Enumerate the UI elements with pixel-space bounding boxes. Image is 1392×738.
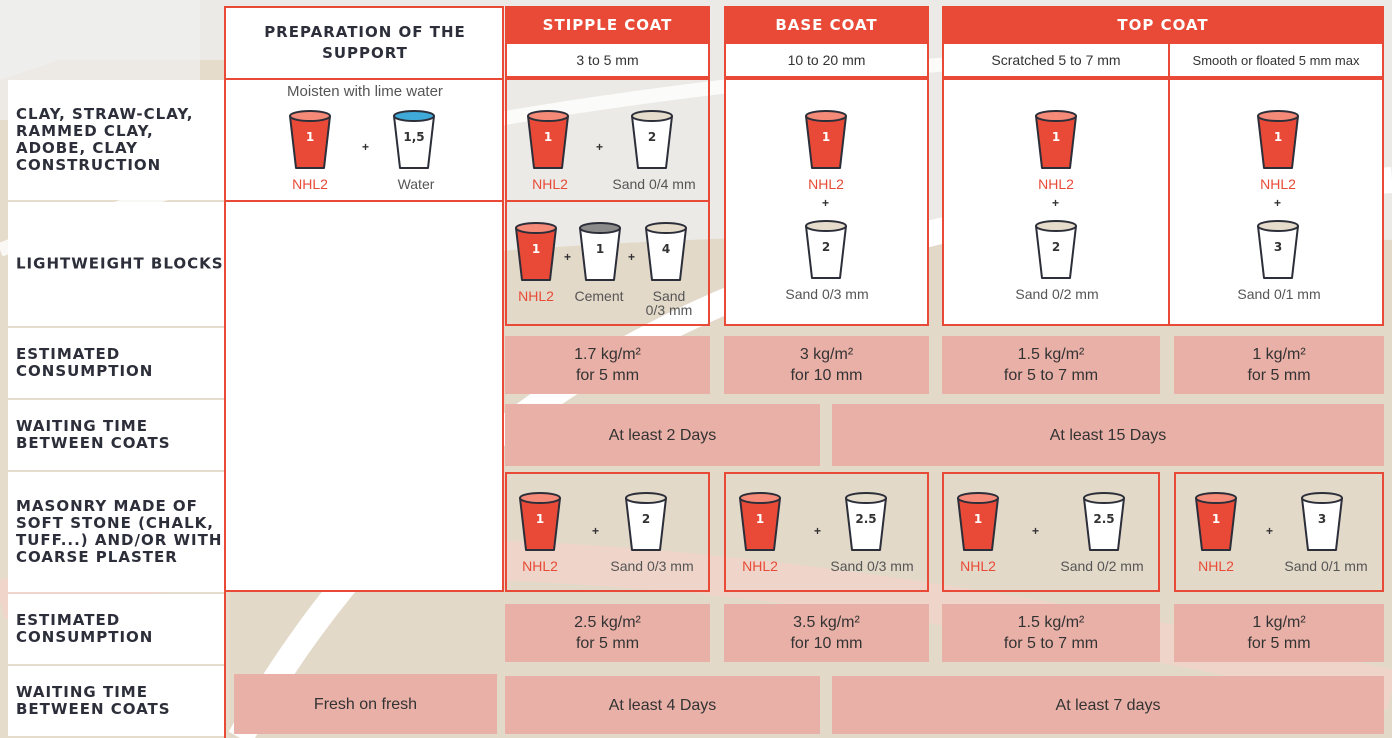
subheader-base [724, 44, 929, 78]
masonry-base-nhl2-label: NHL2 [742, 558, 778, 574]
consumption-2-stipple-depth: for 5 mm [575, 635, 640, 652]
masonry-smooth-sand-cup [1298, 490, 1346, 554]
row-consumption-1-label: ESTIMATED CONSUMPTION [16, 345, 154, 380]
masonry-smooth-sand-label: Sand 0/1 mm [1284, 558, 1368, 574]
stipple-lw-plus-1: + [564, 250, 572, 264]
consumption-2-top-smooth [1174, 604, 1384, 662]
masonry-scratched-nhl2-cup-number: 1 [973, 512, 983, 526]
scratched-nhl2-label: NHL2 [1038, 176, 1074, 192]
masonry-smooth-nhl2-cup-number: 1 [1211, 512, 1221, 526]
consumption-2-base [724, 604, 929, 662]
waiting-2-prep [234, 674, 497, 734]
stipple-lw-cement-cup [576, 220, 624, 284]
waiting-2-stipple-label: At least 4 Days [608, 696, 717, 714]
base-plus: + [822, 196, 830, 210]
header-base-coat [724, 6, 929, 44]
masonry-stipple-nhl2-label: NHL2 [522, 558, 558, 574]
subheader-top-scratched-label: Scratched 5 to 7 mm [991, 52, 1121, 68]
scratched-nhl2-cup [1032, 108, 1080, 172]
consumption-1-smooth-depth: for 5 mm [1247, 367, 1311, 384]
row-header-waiting-1 [8, 400, 226, 470]
masonry-smooth-nhl2-cup [1192, 490, 1240, 554]
masonry-scratched-sand-label: Sand 0/2 mm [1060, 558, 1144, 574]
subheader-stipple [505, 44, 710, 78]
masonry-scratched-nhl2-cup [954, 490, 1002, 554]
base-sand-label: Sand 0/3 mm [785, 286, 869, 302]
waiting-1-rest [832, 404, 1384, 466]
consumption-1-base-depth: for 10 mm [790, 367, 863, 384]
stipple-lw-plus-2: + [628, 250, 636, 264]
masonry-stipple-sand-cup-number: 2 [641, 512, 651, 526]
header-stipple-coat [505, 6, 710, 44]
smooth-nhl2-cup-number: 1 [1273, 130, 1283, 144]
row-waiting-1-label: WAITING TIME BETWEEN COATS [16, 417, 171, 452]
consumption-2-base-depth: for 10 mm [790, 635, 863, 652]
base-nhl2-cup [802, 108, 850, 172]
consumption-1-stipple [505, 336, 710, 394]
consumption-2-stipple [505, 604, 710, 662]
masonry-base-nhl2-cup-number: 1 [755, 512, 765, 526]
stipple-lw-sand-size-label: 0/3 mm [645, 302, 693, 318]
masonry-stipple-sand-cup [622, 490, 670, 554]
masonry-base-sand-cup-number: 2.5 [855, 512, 877, 526]
consumption-2-stipple-amount: 2.5 kg/m² [574, 614, 641, 631]
stipple-clay-plus: + [596, 140, 604, 154]
consumption-2-smooth-amount: 1 kg/m² [1252, 614, 1306, 631]
prep-nhl2-label: NHL2 [292, 176, 328, 192]
row-header-masonry [8, 472, 226, 592]
header-stipple-label: STIPPLE COAT [542, 16, 673, 34]
header-top-label: TOP COAT [1117, 16, 1209, 34]
stipple-clay-nhl2-cup-number: 1 [543, 130, 553, 144]
base-sand-cup [802, 218, 850, 282]
row-waiting-2-label: WAITING TIME BETWEEN COATS [16, 683, 171, 718]
stipple-lw-cement-cup-number: 1 [595, 242, 605, 256]
row-header-consumption-1 [8, 328, 226, 398]
prep-header-label: PREPARATION OF THE SUPPORT [264, 23, 466, 62]
base-nhl2-cup-number: 1 [821, 130, 831, 144]
prep-right-line [502, 6, 504, 78]
consumption-1-top-smooth [1174, 336, 1384, 394]
stipple-clay-nhl2-cup [524, 108, 572, 172]
stipple-lw-nhl2-label: NHL2 [518, 288, 554, 304]
waiting-2-prep-label: Fresh on fresh [313, 695, 418, 713]
prep-water-label: Water [397, 176, 435, 192]
row-header-consumption-2 [8, 594, 226, 664]
masonry-base-nhl2-cup [736, 490, 784, 554]
waiting-1-stipple-label: At least 2 Days [608, 426, 717, 444]
smooth-plus: + [1274, 196, 1282, 210]
consumption-1-smooth-amount: 1 kg/m² [1252, 346, 1306, 363]
row-header-lightweight [8, 202, 226, 326]
scratched-sand-cup-number: 2 [1051, 240, 1061, 254]
stipple-lw-nhl2-cup-number: 1 [531, 242, 541, 256]
masonry-scratched-sand-cup-number: 2.5 [1093, 512, 1115, 526]
prep-column-body [226, 202, 504, 592]
subheader-stipple-label: 3 to 5 mm [576, 52, 639, 68]
prep-header [226, 6, 504, 78]
consumption-1-scratched-depth: for 5 to 7 mm [1003, 367, 1099, 384]
consumption-1-base-amount: 3 kg/m² [799, 346, 854, 363]
subheader-top-scratched [942, 44, 1170, 78]
consumption-2-scratched-amount: 1.5 kg/m² [1017, 614, 1085, 631]
consumption-1-stipple-amount: 1.7 kg/m² [574, 346, 641, 363]
base-nhl2-label: NHL2 [808, 176, 844, 192]
smooth-sand-cup [1254, 218, 1302, 282]
stipple-lw-nhl2-cup [512, 220, 560, 284]
header-base-label: BASE COAT [775, 16, 878, 34]
scratched-nhl2-cup-number: 1 [1051, 130, 1061, 144]
row-masonry-label: MASONRY MADE OF SOFT STONE (CHALK, TUFF...) AND/OR WITH COARSE PLASTER [16, 497, 223, 566]
masonry-base-sand-cup [842, 490, 890, 554]
subheader-top-smooth [1168, 44, 1384, 78]
row-consumption-2-label: ESTIMATED CONSUMPTION [16, 611, 154, 646]
subheader-base-label: 10 to 20 mm [787, 52, 866, 68]
row-header-clay [8, 80, 226, 200]
prep-water-cup [390, 108, 438, 172]
masonry-smooth-nhl2-label: NHL2 [1198, 558, 1234, 574]
prep-nhl2-cup-number: 1 [305, 130, 315, 144]
smooth-sand-cup-number: 3 [1273, 240, 1283, 254]
waiting-2-rest-label: At least 7 days [1055, 696, 1161, 714]
header-top-coat [942, 6, 1384, 44]
stipple-lw-sand-cup [642, 220, 690, 284]
stipple-clay-nhl2-label: NHL2 [532, 176, 568, 192]
consumption-1-scratched-amount: 1.5 kg/m² [1017, 346, 1085, 363]
row-lightweight-label: LIGHTWEIGHT BLOCKS [16, 254, 224, 273]
masonry-scratched-sand-cup [1080, 490, 1128, 554]
smooth-sand-label: Sand 0/1 mm [1237, 286, 1321, 302]
scratched-sand-label: Sand 0/2 mm [1015, 286, 1099, 302]
waiting-1-stipple [505, 404, 820, 466]
consumption-2-base-amount: 3.5 kg/m² [793, 614, 860, 631]
scratched-plus: + [1052, 196, 1060, 210]
waiting-1-rest-label: At least 15 Days [1049, 426, 1167, 444]
prep-plus: + [362, 140, 370, 154]
stipple-lw-sand-cup-number: 4 [661, 242, 671, 256]
masonry-stipple-nhl2-cup [516, 490, 564, 554]
base-sand-cup-number: 2 [821, 240, 831, 254]
prep-water-cup-number: 1,5 [403, 130, 425, 144]
masonry-base-plus: + [814, 524, 822, 538]
row-clay-label: CLAY, STRAW-CLAY, RAMMED CLAY, ADOBE, CLAY CONSTRUCTION [16, 105, 194, 174]
masonry-scratched-plus: + [1032, 524, 1040, 538]
masonry-smooth-plus: + [1266, 524, 1274, 538]
stipple-lw-cement-label: Cement [574, 288, 624, 304]
waiting-2-rest [832, 676, 1384, 734]
stipple-clay-sand-label: Sand 0/4 mm [612, 176, 696, 192]
row-header-waiting-2 [8, 666, 226, 736]
stipple-clay-sand-cup [628, 108, 676, 172]
stipple-clay-sand-cup-number: 2 [647, 130, 657, 144]
scratched-sand-cup [1032, 218, 1080, 282]
prep-note: Moisten with lime water [287, 83, 443, 100]
consumption-2-top-scratched [942, 604, 1160, 662]
masonry-stipple-plus: + [592, 524, 600, 538]
consumption-1-base [724, 336, 929, 394]
masonry-stipple-sand-label: Sand 0/3 mm [610, 558, 694, 574]
masonry-stipple-nhl2-cup-number: 1 [535, 512, 545, 526]
consumption-1-top-scratched [942, 336, 1160, 394]
masonry-scratched-nhl2-label: NHL2 [960, 558, 996, 574]
masonry-base-sand-label: Sand 0/3 mm [830, 558, 914, 574]
waiting-2-stipple [505, 676, 820, 734]
smooth-nhl2-cup [1254, 108, 1302, 172]
prep-nhl2-cup [286, 108, 334, 172]
subheader-top-smooth-label: Smooth or floated 5 mm max [1192, 52, 1360, 68]
consumption-2-scratched-depth: for 5 to 7 mm [1003, 635, 1099, 652]
stipple-lw-sand-label: Sand [652, 288, 686, 304]
consumption-2-smooth-depth: for 5 mm [1247, 635, 1311, 652]
smooth-nhl2-label: NHL2 [1260, 176, 1296, 192]
masonry-smooth-sand-cup-number: 3 [1317, 512, 1327, 526]
consumption-1-stipple-depth: for 5 mm [575, 367, 640, 384]
